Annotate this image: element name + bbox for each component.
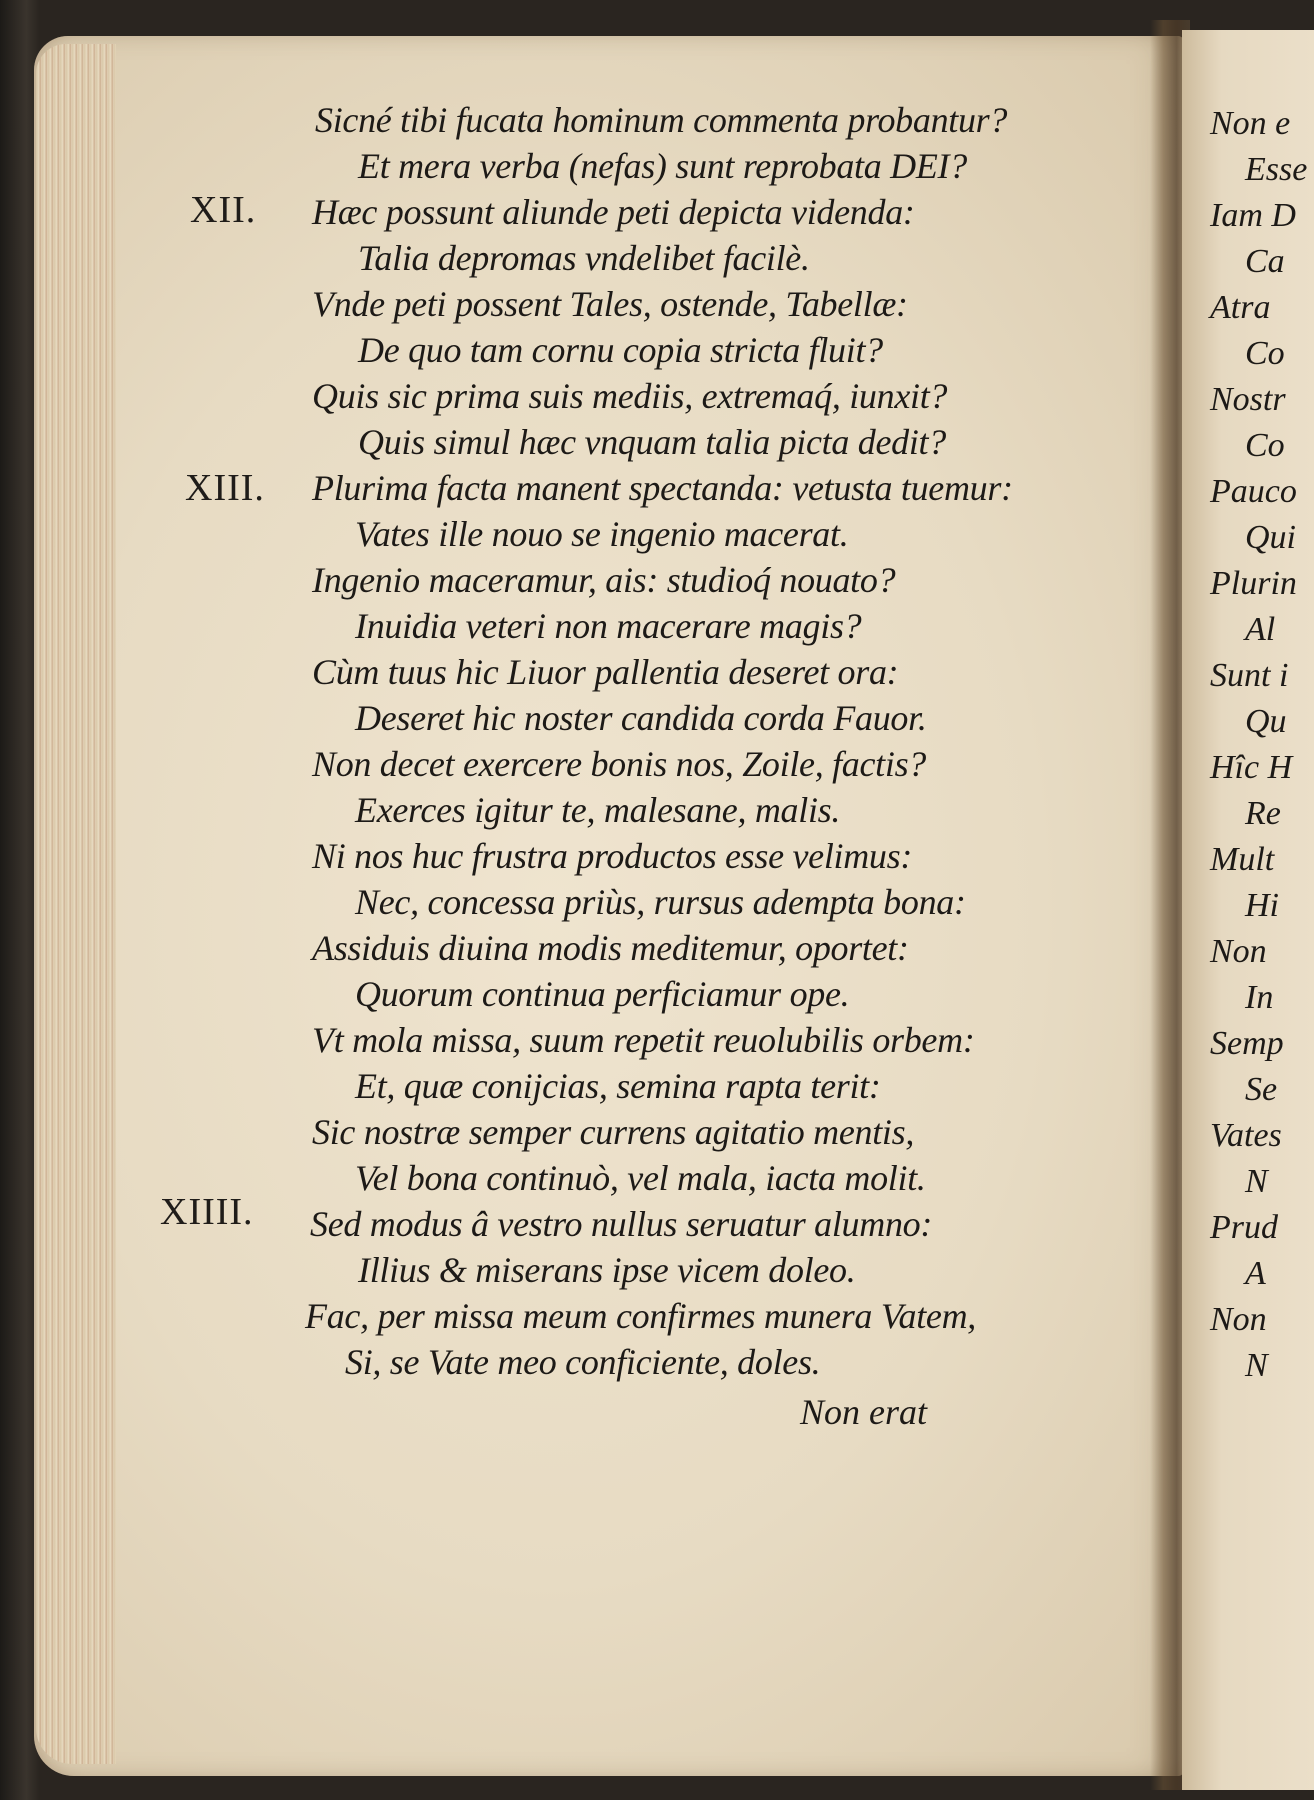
verse-line: Quorum continua perficiamur ope. [355, 974, 850, 1014]
verse-line: Quis sic prima suis mediis, extremaq́, iunxit? [312, 376, 948, 416]
verse-line: Si, se Vate meo conficiente, doles. [345, 1342, 821, 1382]
verse-line: Vel bona continuò, vel mala, iacta molit. [355, 1158, 926, 1198]
verse-line: Et, quæ conijcias, semina rapta terit: [355, 1066, 881, 1106]
right-verse-fragment: Nostr [1210, 381, 1286, 418]
right-verse-fragment: A [1245, 1255, 1266, 1292]
verse-line: Vnde peti possent Tales, ostende, Tabellæ: [312, 284, 908, 324]
right-verse-fragment: Semp [1210, 1025, 1284, 1062]
right-verse-fragment: Al [1245, 611, 1276, 648]
right-verse-fragment: Atra [1210, 289, 1271, 326]
right-verse-fragment: Hîc H [1210, 749, 1293, 786]
right-verse-fragment: Vates [1210, 1117, 1282, 1154]
right-verse-fragment: Co [1245, 335, 1285, 372]
right-verse-fragment: N [1245, 1163, 1268, 1200]
right-verse-fragment: N [1245, 1347, 1268, 1384]
verse-line: Sed modus â vestro nullus seruatur alumno: [310, 1204, 933, 1244]
verse-line: Talia depromas vndelibet facilè. [358, 238, 810, 278]
verse-line: Illius & miserans ipse vicem doleo. [358, 1250, 856, 1290]
verse-line: Ingenio maceramur, ais: studioq́ nouato? [312, 560, 896, 600]
stanza-number: XIIII. [160, 1191, 254, 1233]
verse-line: Nec, concessa priùs, rursus adempta bona: [355, 882, 966, 922]
right-verse-fragment: Mult [1210, 841, 1275, 878]
right-verse-fragment: In [1245, 979, 1274, 1016]
right-verse-fragment: Re [1245, 795, 1281, 832]
verse-line: Hæc possunt aliunde peti depicta videnda: [312, 192, 915, 232]
stanza-number: XIII. [185, 467, 265, 509]
verse-line: Inuidia veteri non macerare magis? [355, 606, 862, 646]
right-verse-fragment: Non [1210, 1301, 1267, 1338]
verse-line: Vates ille nouo se ingenio macerat. [355, 514, 849, 554]
catchword: Non erat [800, 1392, 928, 1432]
verse-line: Fac, per missa meum confirmes munera Vatem, [305, 1296, 976, 1336]
right-verse-fragment: Non [1210, 933, 1267, 970]
verse-line: Plurima facta manent spectanda: vetusta tuemur: [312, 468, 1013, 508]
right-verse-fragment: Iam D [1210, 197, 1296, 234]
right-verse-fragment: Sunt i [1210, 657, 1289, 694]
verse-line: Ni nos huc frustra productos esse velimus: [312, 836, 913, 876]
verse-line: Deseret hic noster candida corda Fauor. [355, 698, 927, 738]
verse-line: Cùm tuus hic Liuor pallentia deseret ora: [312, 652, 899, 692]
right-verse-fragment: Qui [1245, 519, 1296, 556]
stanza-number: XII. [190, 189, 257, 231]
right-verse-fragment: Plurin [1210, 565, 1297, 602]
right-verse-fragment: Non e [1210, 105, 1291, 142]
right-verse-fragment: Ca [1245, 243, 1285, 280]
verse-line: De quo tam cornu copia stricta fluit? [358, 330, 883, 370]
verse-line: Non decet exercere bonis nos, Zoile, factis? [312, 744, 926, 784]
right-verse-fragment: Pauco [1210, 473, 1297, 510]
verse-line: Assiduis diuina modis meditemur, oportet: [312, 928, 909, 968]
verse-line: Sic nostræ semper currens agitatio mentis, [312, 1112, 915, 1152]
right-verse-fragment: Qu [1245, 703, 1287, 740]
verse-line: Quis simul hæc vnquam talia picta dedit? [358, 422, 946, 462]
right-verse-fragment: Hi [1245, 887, 1279, 924]
right-verse-fragment: Se [1245, 1071, 1278, 1108]
verse-line: Vt mola missa, suum repetit reuolubilis orbem: [312, 1020, 975, 1060]
verse-line: Et mera verba (nefas) sunt reprobata DEI? [358, 146, 967, 186]
right-verse-fragment: Esse [1245, 151, 1308, 188]
verse-line: Exerces igitur te, malesane, malis. [355, 790, 841, 830]
verse-line: Sicné tibi fucata hominum commenta probantur? [315, 100, 1008, 140]
right-verse-fragment: Prud [1210, 1209, 1278, 1246]
right-verse-fragment: Co [1245, 427, 1285, 464]
